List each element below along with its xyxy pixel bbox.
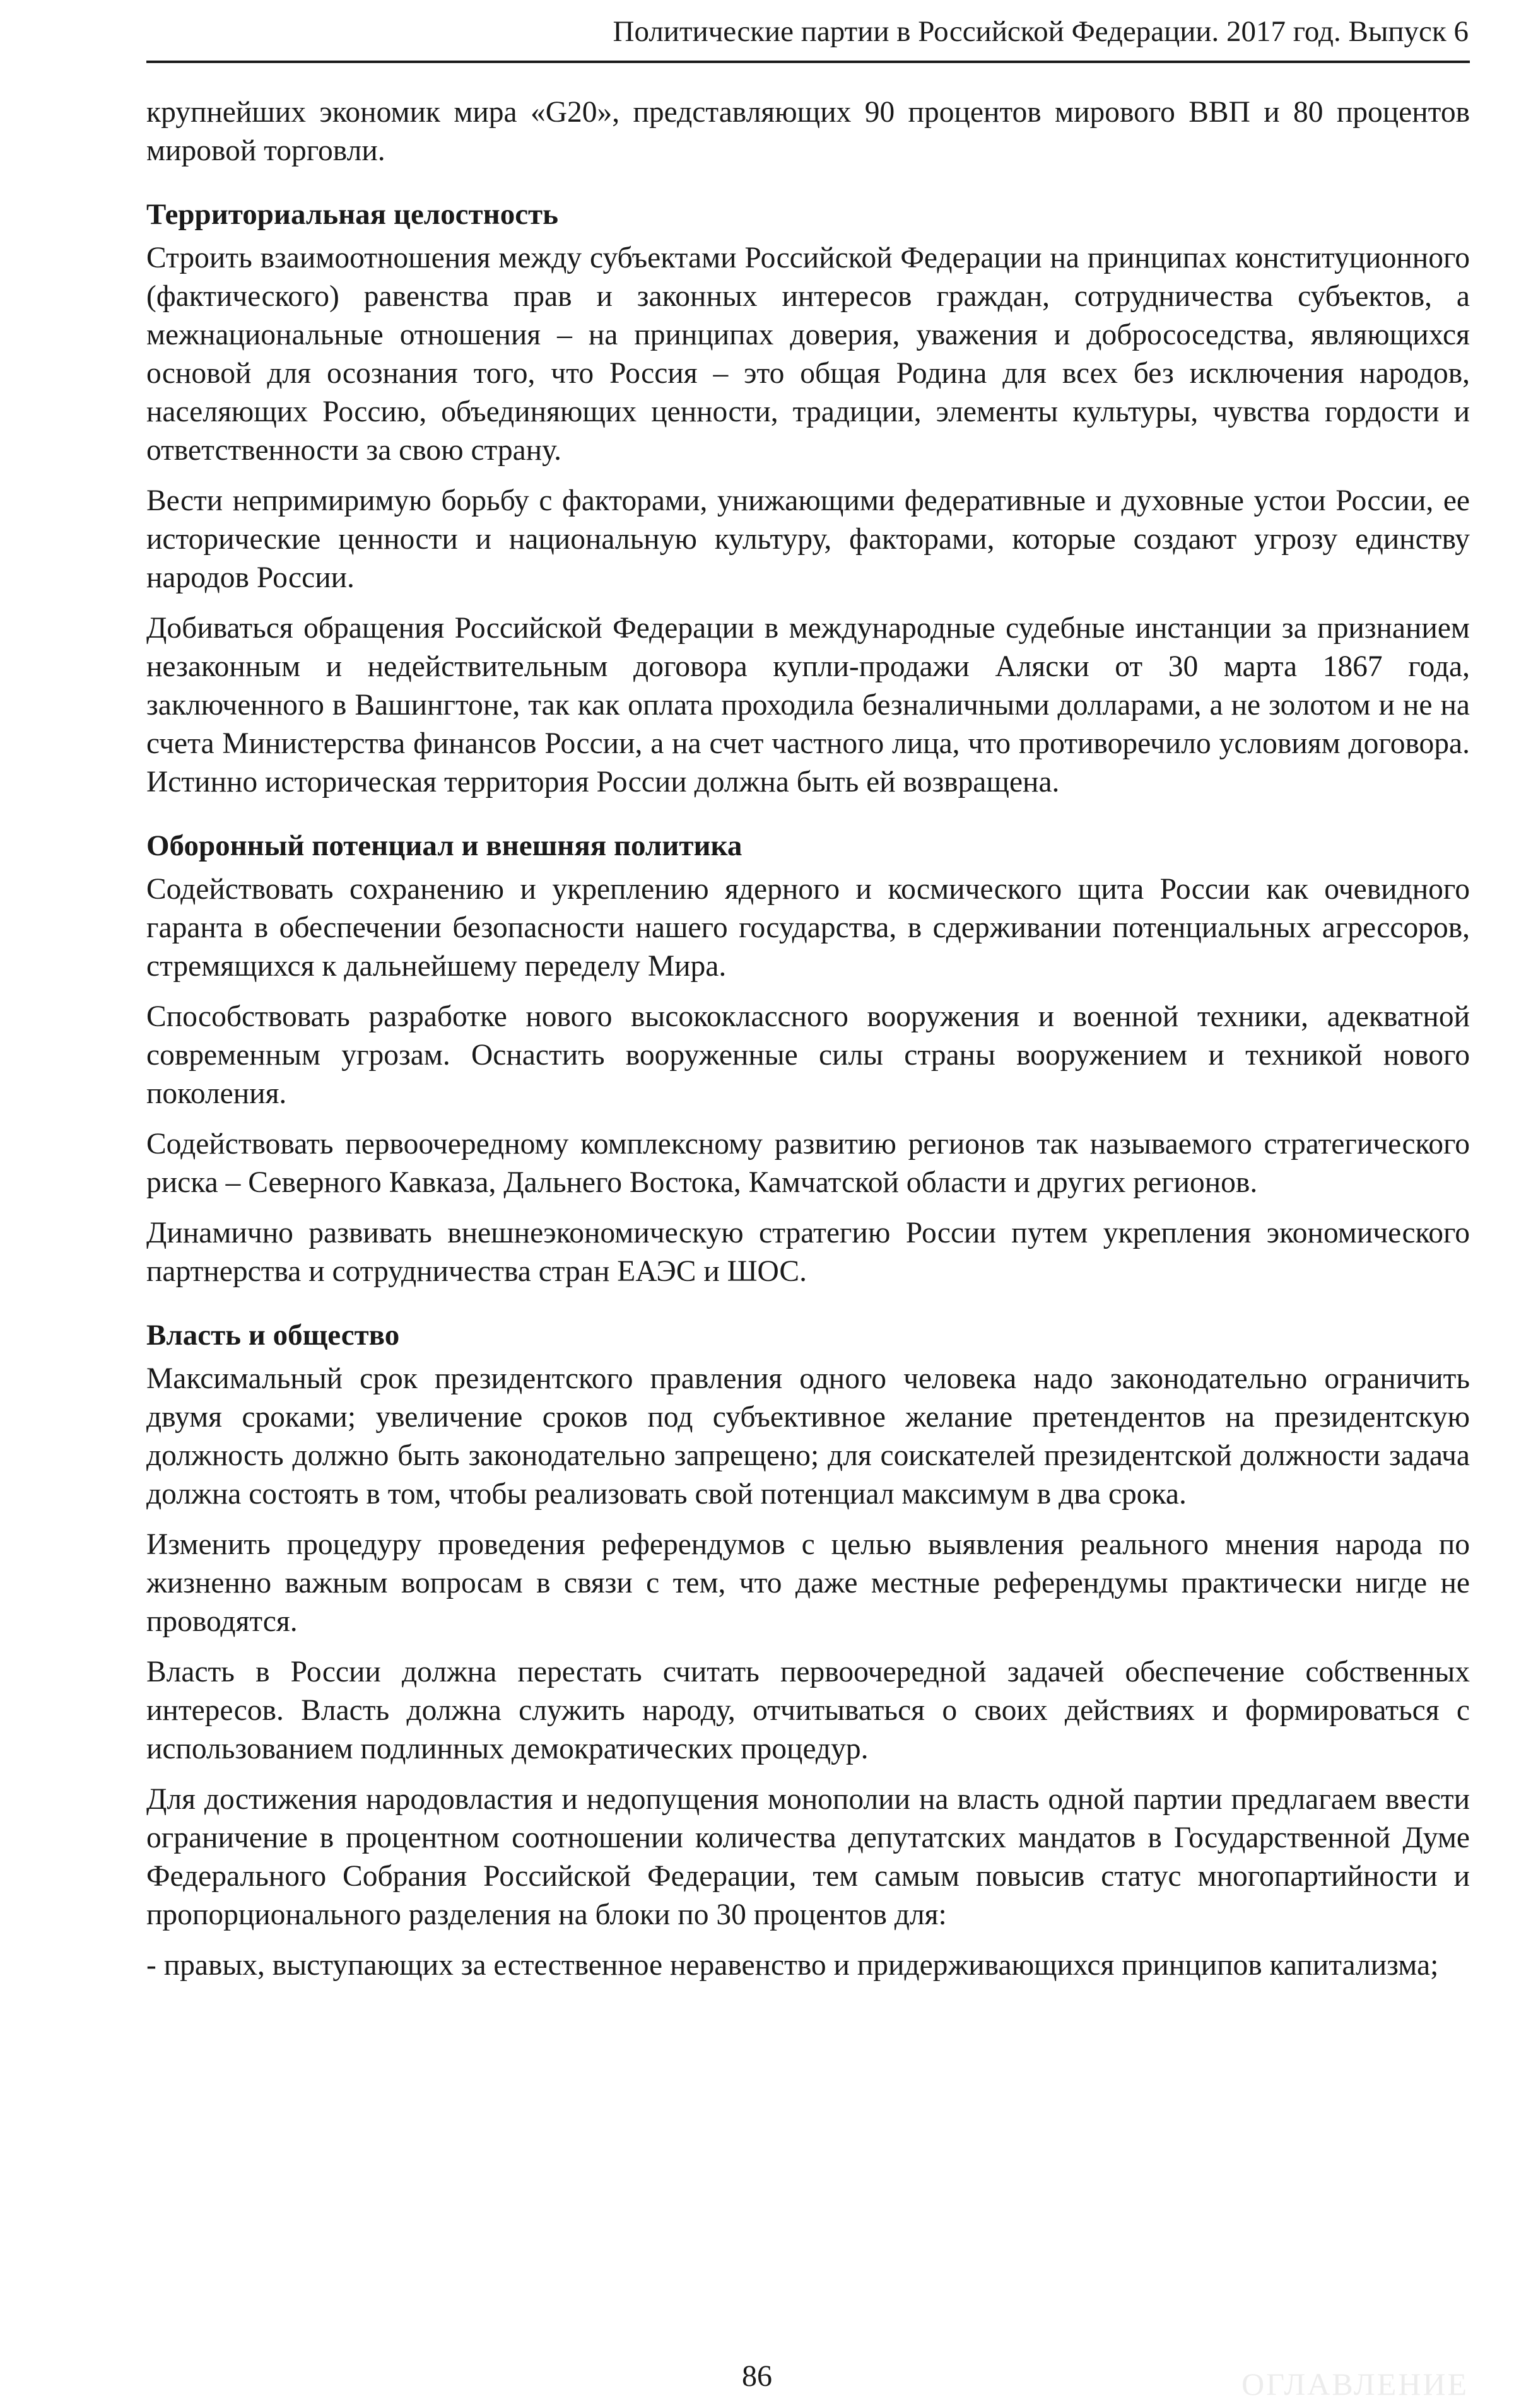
paragraph: Содействовать первоочередному комплексному развитию регионов так называемого стратегического риска – Северного Кавказа, Дальнего Востока, Камчатской области и других регионов.: [146, 1128, 1470, 1199]
running-header: Политические партии в Российской Федерации. 2017 год. Выпуск 6: [613, 15, 1469, 48]
paragraph: Строить взаимоотношения между субъектами Российской Федерации на принципах конституционного (фактического) равенства прав и законных интересов граждан, сотрудничества субъектов, а межнациональные отношения – на принципах доверия, уважения и добрососедства, являющихся основой для осознания того, что Россия – это общая Родина для всех без исключения народов, населяющих Россию, объединяющих ценности, традиции, элементы культуры, чувства гордости и ответственности за свою страну.: [146, 242, 1470, 467]
paragraph: Власть в России должна перестать считать первоочередной задачей обеспечение собственных интересов. Власть должна служить народу, отчитываться о своих действиях и формироваться с использованием подлинных демократических процедур.: [146, 1656, 1470, 1765]
page-body: [146, 93, 1470, 1997]
list-item: - правых, выступающих за естественное неравенство и придерживающихся принципов капитализма;: [146, 1949, 1439, 1982]
header-rule: [146, 61, 1470, 63]
table-of-contents-link[interactable]: ОГЛАВЛЕНИЕ: [1241, 2366, 1469, 2402]
paragraph: Добиваться обращения Российской Федерации в международные судебные инстанции за признанием незаконным и недействительным договора купли-продажи Аляски от 30 марта 1867 года, заключенного в Вашингтоне, так как оплата проходила безналичными долларами, а не золотом и не на счета Министерства финансов России, а на счет частного лица, что противоречило условиям договора. Истинно историческая территория России должна быть ей возвращена.: [146, 612, 1470, 798]
section-heading-power-and-society: Власть и общество: [146, 1319, 400, 1352]
paragraph: Для достижения народовластия и недопущения монополии на власть одной партии предлагаем ввести ограничение в процентном соотношении количества депутатских мандатов в Государственной Думе Федерального Собрания Российской Федерации, тем самым повысив статус многопартийности и пропорционального разделения на блоки по 30 процентов для:: [146, 1783, 1470, 1931]
paragraph: Динамично развивать внешнеэкономическую стратегию России путем укрепления экономического партнерства и сотрудничества стран ЕАЭС и ШОС.: [146, 1217, 1470, 1288]
paragraph: Вести непримиримую борьбу с факторами, унижающими федеративные и духовные устои России, ее исторические ценности и национальную культуру, факторами, которые создают угрозу единству народов России.: [146, 484, 1470, 594]
page-number: 86: [742, 2359, 772, 2393]
paragraph: Изменить процедуру проведения референдумов с целью выявления реального мнения народа по жизненно важным вопросам в связи с тем, что даже местные референдумы практически нигде не проводятся.: [146, 1528, 1470, 1638]
paragraph: Способствовать разработке нового высококлассного вооружения и военной техники, адекватной современным угрозам. Оснастить вооруженные силы страны вооружением и техникой нового поколения.: [146, 1000, 1470, 1110]
paragraph: Содействовать сохранению и укреплению ядерного и космического щита России как очевидного гаранта в обеспечении безопасности нашего государства, в сдерживании потенциальных агрессоров, стремящихся к дальнейшему переделу Мира.: [146, 873, 1470, 983]
intro-paragraph: крупнейших экономик мира «G20», представляющих 90 процентов мирового ВВП и 80 процентов мировой торговли.: [146, 96, 1470, 167]
section-heading-territorial-integrity: Территориальная целостность: [146, 198, 558, 231]
section-heading-defense-foreign-policy: Оборонный потенциал и внешняя политика: [146, 829, 742, 862]
paragraph: Максимальный срок президентского правления одного человека надо законодательно ограничить двумя сроками; увеличение сроков под субъективное желание претендентов на президентскую должность должно быть законодательно запрещено; для соискателей президентской должности задача должна состоять в том, чтобы реализовать свой потенциал максимум в два срока.: [146, 1362, 1470, 1511]
